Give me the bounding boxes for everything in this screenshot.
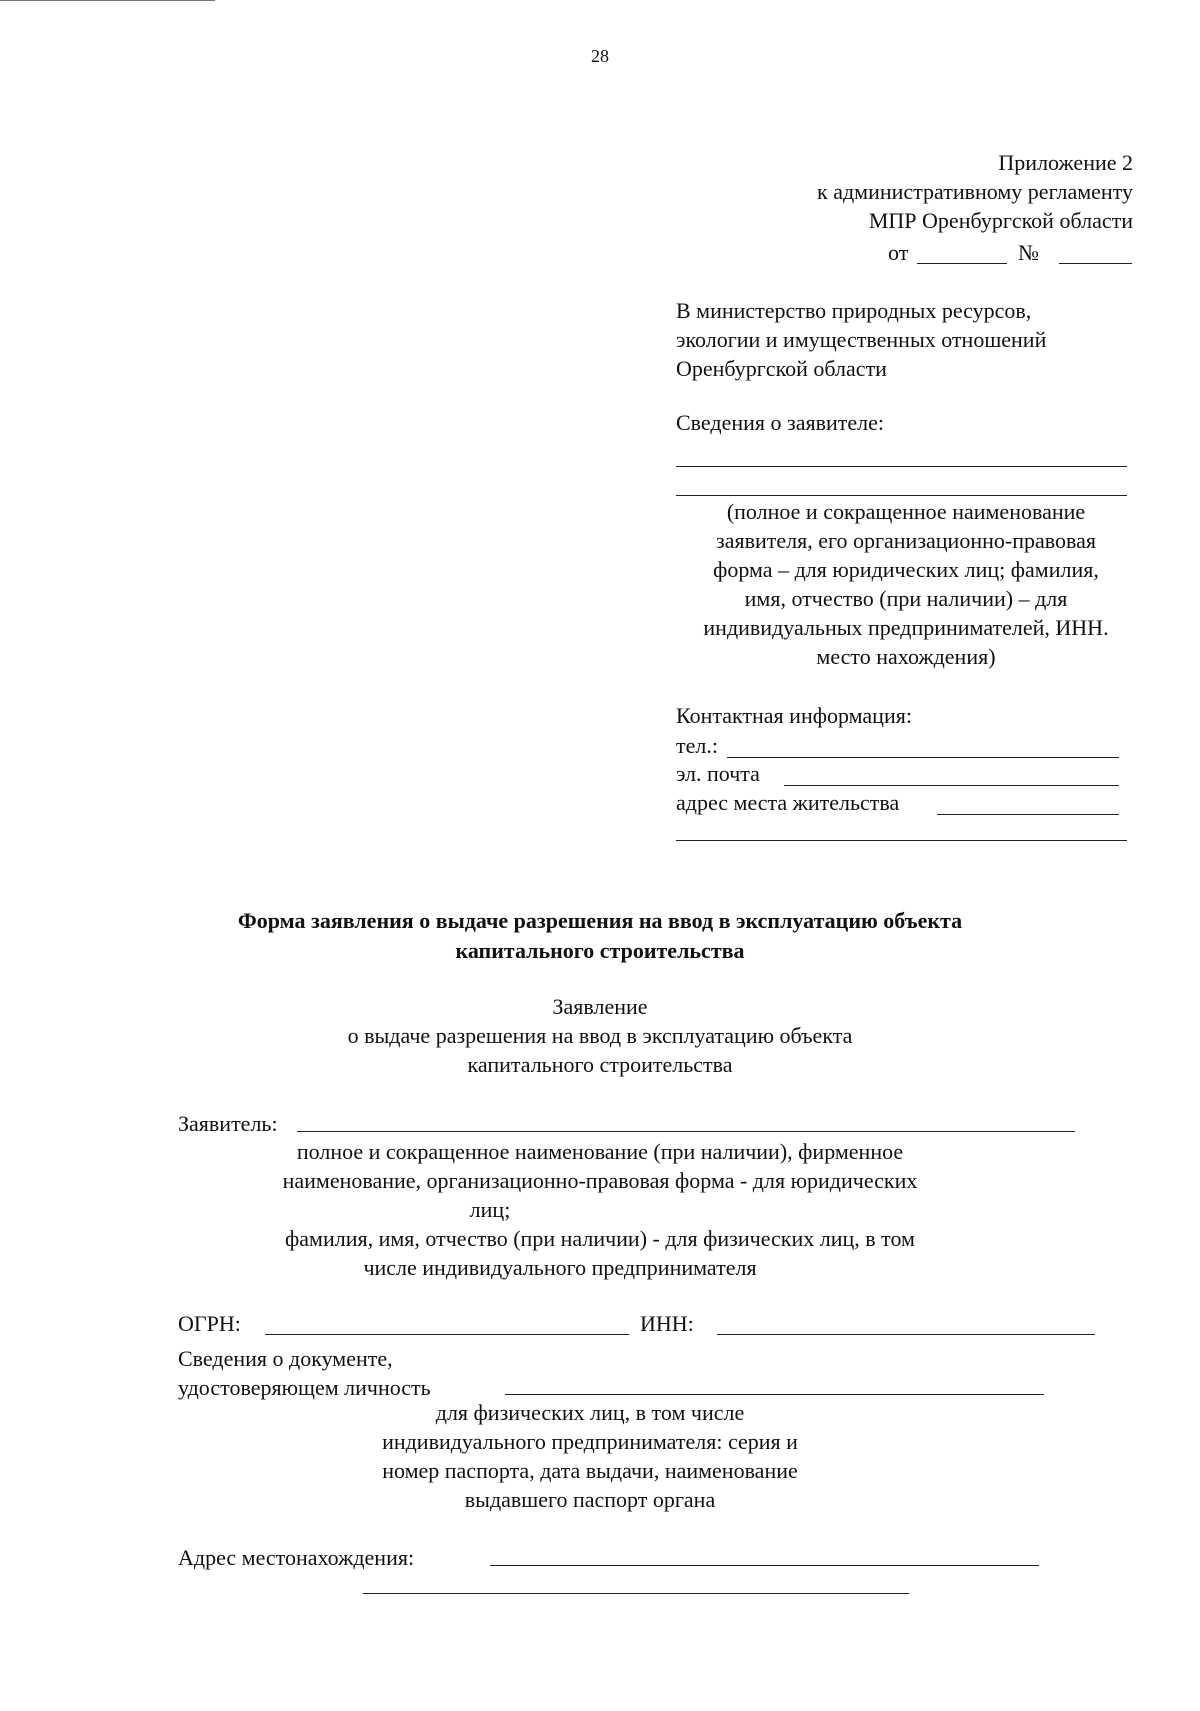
address-field-line-1 <box>937 814 1119 815</box>
location-field-line-2 <box>363 1593 909 1594</box>
form-title <box>0 906 1200 966</box>
applicant-info-note-line: заявителя, его организационно-правовая <box>716 528 1096 553</box>
applicant-note <box>230 1137 970 1282</box>
identity-document-label <box>178 1344 478 1402</box>
applicant-info-note-line: индивидуальных предпринимателей, ИНН. <box>703 615 1109 640</box>
applicant-info-heading: Сведения о заявителе: <box>676 410 885 435</box>
page-number: 28 <box>591 46 609 66</box>
appendix-regulation: к административному регламенту <box>817 179 1133 204</box>
applicant-field-line <box>297 1131 1075 1132</box>
addressee-line-2: экологии и имущественных отношений <box>676 327 1047 352</box>
identity-document-label-line-1: Сведения о документе, <box>178 1346 393 1371</box>
applicant-note-line: числе индивидуального предпринимателя <box>363 1255 757 1280</box>
identity-document-note-line: номер паспорта, дата выдачи, наименование <box>382 1458 798 1483</box>
appendix-date-line <box>917 263 1007 264</box>
appendix-block <box>610 148 1133 235</box>
applicant-note-line: полное и сокращенное наименование (при наличии), фирменное <box>296 1139 904 1164</box>
addressee-line-3: Оренбургской области <box>676 356 887 381</box>
inn-label: ИНН: <box>640 1311 694 1336</box>
statement-title: Заявление <box>552 994 648 1019</box>
contact-heading: Контактная информация: <box>676 703 912 728</box>
identity-document-note <box>340 1398 840 1514</box>
applicant-note-line: наименование, организационно-правовая форма - для юридических <box>282 1168 918 1193</box>
applicant-info-note-line: место нахождения) <box>816 644 996 669</box>
applicant-note-line: фамилия, имя, отчество (при наличии) - для физических лиц, в том <box>285 1226 915 1251</box>
email-label: эл. почта <box>676 761 760 786</box>
applicant-info-note-line: (полное и сокращенное наименование <box>726 499 1086 524</box>
addressee-block <box>676 296 1136 383</box>
address-label: адрес места жительства <box>676 790 900 815</box>
phone-field-line <box>727 757 1119 758</box>
statement-heading <box>0 992 1200 1079</box>
identity-document-note-line: для физических лиц, в том числе <box>435 1400 745 1425</box>
appendix-ministry: МПР Оренбургской области <box>868 208 1133 233</box>
inn-field-line <box>717 1334 1095 1335</box>
scan-edge-line <box>0 0 215 1</box>
statement-subtitle-line-1: о выдаче разрешения на ввод в эксплуатацию объекта <box>347 1023 853 1048</box>
applicant-label: Заявитель: <box>178 1111 278 1136</box>
form-title-line-1: Форма заявления о выдаче разрешения на ввод в эксплуатацию объекта <box>237 908 963 933</box>
ogrn-field-line <box>265 1334 629 1335</box>
identity-document-label-line-2: удостоверяющем личность <box>178 1375 431 1400</box>
ogrn-label: ОГРН: <box>178 1311 241 1336</box>
address-field-line-2 <box>676 840 1127 841</box>
identity-document-note-line: выдавшего паспорт органа <box>464 1487 716 1512</box>
statement-subtitle-line-2: капитального строительства <box>467 1052 733 1077</box>
appendix-title: Приложение 2 <box>998 150 1133 175</box>
appendix-number-line <box>1059 263 1132 264</box>
addressee-line-1: В министерство природных ресурсов, <box>676 298 1032 323</box>
email-field-line <box>784 785 1119 786</box>
identity-document-note-line: индивидуального предпринимателя: серия и <box>382 1429 798 1454</box>
form-title-line-2: капитального строительства <box>455 938 745 963</box>
identity-document-field-line <box>505 1394 1044 1395</box>
applicant-info-note-line: имя, отчество (при наличии) – для <box>744 586 1068 611</box>
appendix-number-label: № <box>1018 240 1039 265</box>
location-label: Адрес местонахождения: <box>178 1545 415 1570</box>
applicant-note-line: лиц; <box>469 1197 511 1222</box>
applicant-info-line-2 <box>676 495 1127 496</box>
applicant-info-note <box>676 497 1136 671</box>
phone-label: тел.: <box>676 733 718 758</box>
applicant-info-line-1 <box>676 466 1127 467</box>
location-field-line-1 <box>490 1565 1039 1566</box>
applicant-info-note-line: форма – для юридических лиц; фамилия, <box>713 557 1099 582</box>
appendix-date-label: от <box>888 240 909 265</box>
